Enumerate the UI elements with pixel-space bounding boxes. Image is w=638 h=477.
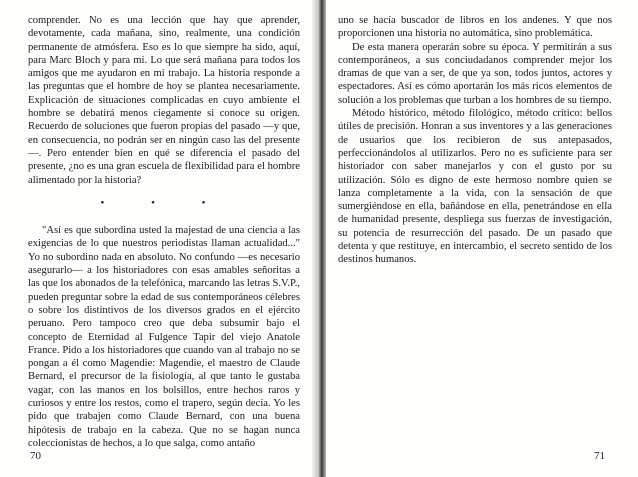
right-page xyxy=(338,14,612,267)
left-paragraph-1: comprender. No es una lección que hay que aprender, devotamente, cada mañana, sino, realmente, una condición permanente de atmósfera. Eso es lo que siempre ha sido, aquí, para Marc Bloch y para mí. Lo que será mañana para todos los amigos que me ayudaron en mi trabajo. La historia responde a las preguntas que el hombre de hoy se plantea necesariamente. Explicación de situaciones complicadas en cuyo ambiente el hombre se debatirá menos ciegamente si conoce su origen. Recuerdo de soluciones que fueron propias del pasado —y que, en consecuencia, no podrán ser en ningún caso las del presente—. Pero entender bien en qué se diferencia el pasado del presente, ¿no es una gran escuela de flexibilidad para el hombre alimentado por la historia? xyxy=(28,15,300,186)
left-paragraph-2: "Así es que subordina usted la majestad de una ciencia a las exigencias de lo que nuestros periodistas llaman actualidad..." Yo no subordino nada en absoluto. No confundo —es necesario asegurarlo— a los historiadores con esas amables señoritas a las que los abonados de la telefónica, marcando las letras S.V.P., pueden preguntar sobre la edad de sus contemporáneos célebres o sobre los distintivos de los diversos grados en el ejército peruano. Pero tampoco creo que deba subsumir bajo el concepto de Eternidad al Fulgence Tapir del viejo Anatole France. Pido a los historiadores que cuando van al trabajo no se pongan a él como Magendie: Magendie, el maestro de Claude Bernard, el precursor de la fisiología, al que tanto le gustaba vagar, con las manos en los bolsillos, entre hechos raros y curiosos y entre los restos, como el trapero, según decía. Yo les pido que trabajen como Claude Bernard, con una buena hipótesis de trabajo en la cabeza. Que no se hagan nunca coleccionistas de hechos, a lo que salga, como antaño xyxy=(28,225,300,449)
page-number-left: 70 xyxy=(30,450,41,462)
book-gutter xyxy=(312,0,326,477)
section-separator xyxy=(28,197,300,210)
left-page xyxy=(28,14,300,450)
right-paragraph-1: uno se hacía buscador de libros en los andenes. Y que nos proporcionen una historia no automática, sino problemática. xyxy=(338,15,612,40)
page-number-right: 71 xyxy=(594,450,605,462)
right-paragraph-2: De esta manera operarán sobre su época. Y permitirán a sus contemporáneos, a sus conciudadanos comprender mejor los dramas de que van a ser, de que ya son, todos juntos, actores y espectadores. Así es cómo aportarán los más ricos elementos de solución a los problemas que turban a los hombres de su tiempo. xyxy=(338,41,612,106)
separator-dots: • • • xyxy=(100,196,228,209)
right-paragraph-3: Método histórico, método filológico, método crítico: bellos útiles de precisión. Honran a sus inventores y a las generaciones de usuarios que los recibieron de sus antepasados, perfeccionándolos al utilizarlos. Pero no es suficiente para ser historiador con saber manejarlos y con el gusto por su utilización. Sólo es digno de este hermoso nombre quien se lanza completamente a la vida, con la sensación de que sumergiéndose en ella, bañándose en ella, penetrándose en ella de humanidad presente, despliega sus fuerzas de investigación, su potencia de resurrección del pasado. De un pasado que detenta y que restituye, en intercambio, el secreto sentido de los destinos humanos. xyxy=(338,108,612,266)
